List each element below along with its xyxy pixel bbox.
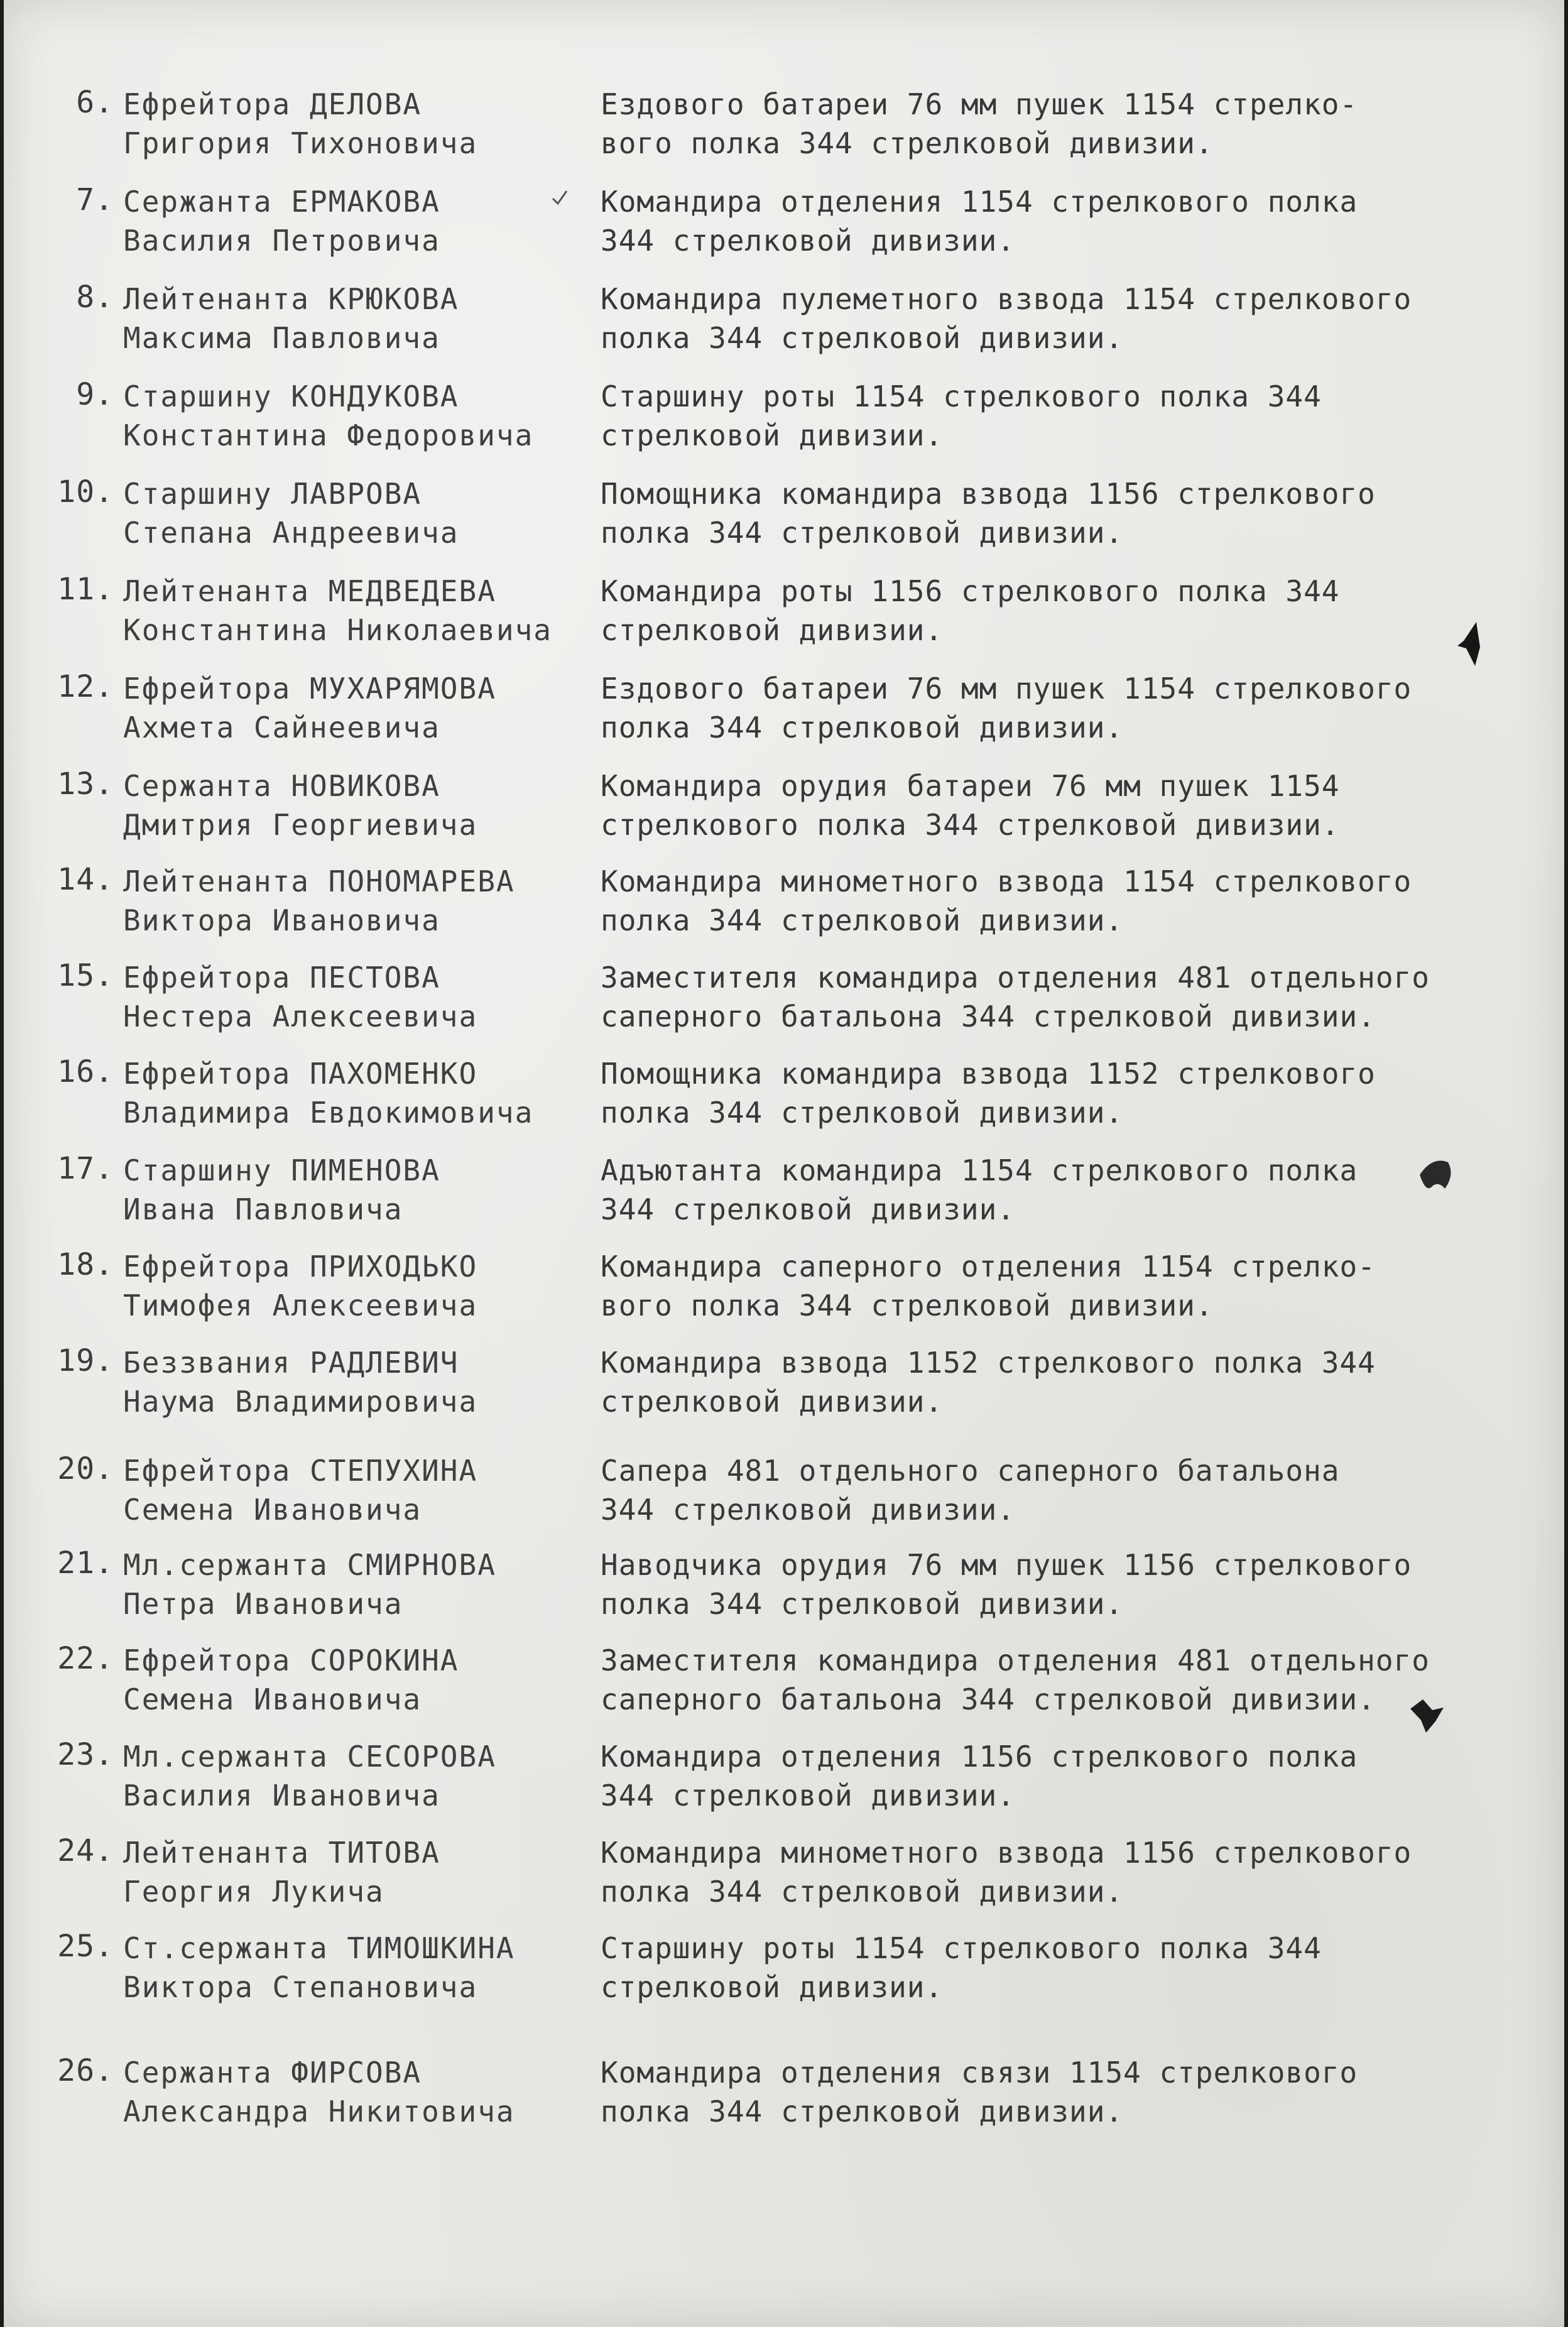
award-list	[4, 0, 1564, 2327]
person-name: Лейтенанта ТИТОВА Георгия Лукича	[123, 1836, 440, 1909]
entry-number: 22.	[57, 1641, 114, 1676]
person-position: Командира отделения 1154 стрелкового полка 344 стрелковой дивизии.	[601, 185, 1358, 258]
entry-number: 23.	[57, 1737, 114, 1772]
person-position: Командира роты 1156 стрелкового полка 344 стрелковой дивизии.	[601, 574, 1340, 647]
entry-number: 7.	[76, 182, 114, 217]
person-name: Старшину ЛАВРОВА Степана Андреевича	[123, 477, 459, 550]
paper-tear-mark	[1413, 1150, 1457, 1200]
entry-number: 24.	[57, 1833, 114, 1868]
person-position: Командира минометного взвода 1156 стрелкового полка 344 стрелковой дивизии.	[601, 1836, 1412, 1909]
entry-number: 25.	[57, 1929, 114, 1964]
entry-number: 9.	[76, 377, 114, 412]
entry-number: 16.	[57, 1054, 114, 1089]
person-position: Командира отделения 1156 стрелкового полка 344 стрелковой дивизии.	[601, 1740, 1358, 1812]
person-name: Ефрейтора ПЕСТОВА Нестера Алексеевича	[123, 961, 478, 1033]
person-position: Ездового батареи 76 мм пушек 1154 стрелкового полка 344 стрелковой дивизии.	[601, 672, 1412, 744]
person-position: Адъютанта командира 1154 стрелкового полка 344 стрелковой дивизии.	[601, 1153, 1358, 1226]
person-position: Командира пулеметного взвода 1154 стрелкового полка 344 стрелковой дивизии.	[601, 282, 1412, 355]
person-name: Ефрейтора ПРИХОДЬКО Тимофея Алексеевича	[123, 1250, 478, 1322]
check-mark	[550, 188, 569, 207]
entry-number: 6.	[76, 85, 114, 120]
person-position: Наводчика орудия 76 мм пушек 1156 стрелкового полка 344 стрелковой дивизии.	[601, 1548, 1412, 1621]
entry-number: 10.	[57, 474, 114, 510]
person-name: Старшину КОНДУКОВА Константина Федоровича	[123, 379, 534, 452]
entry-number: 14.	[57, 862, 114, 897]
paper-tear-mark	[1407, 1696, 1445, 1734]
person-position: Ездового батареи 76 мм пушек 1154 стрелко- вого полка 344 стрелковой дивизии.	[601, 87, 1358, 160]
person-position: Помощника командира взвода 1156 стрелкового полка 344 стрелковой дивизии.	[601, 477, 1376, 550]
person-name: Лейтенанта МЕДВЕДЕВА Константина Николаевича	[123, 574, 552, 647]
person-name: Лейтенанта КРЮКОВА Максима Павловича	[123, 282, 459, 355]
person-position: Командира отделения связи 1154 стрелкового полка 344 стрелковой дивизии.	[601, 2056, 1358, 2128]
entry-number: 8.	[76, 280, 114, 315]
entry-number: 12.	[57, 669, 114, 704]
entry-number: 20.	[57, 1451, 114, 1486]
person-position: Помощника командира взвода 1152 стрелкового полка 344 стрелковой дивизии.	[601, 1057, 1376, 1130]
entry-number: 17.	[57, 1151, 114, 1186]
person-name: Ефрейтора МУХАРЯМОВА Ахмета Сайнеевича	[123, 672, 496, 744]
person-position: Старшину роты 1154 стрелкового полка 344 стрелковой дивизии.	[601, 379, 1322, 452]
person-position: Командира саперного отделения 1154 стрелко- вого полка 344 стрелковой дивизии.	[601, 1250, 1376, 1322]
person-position: Заместителя командира отделения 481 отдельного саперного батальона 344 стрелковой дивизии.	[601, 961, 1430, 1033]
person-name: Старшину ПИМЕНОВА Ивана Павловича	[123, 1153, 440, 1226]
person-position: Сапера 481 отдельного саперного батальона 344 стрелковой дивизии.	[601, 1454, 1340, 1527]
entry-number: 11.	[57, 572, 114, 607]
person-name: Ефрейтора ДЕЛОВА Григория Тихоновича	[123, 87, 478, 160]
entry-number: 19.	[57, 1343, 114, 1378]
person-name: Ефрейтора ПАХОМЕНКО Владимира Евдокимовича	[123, 1057, 534, 1130]
person-name: Ст.сержанта ТИМОШКИНА Виктора Степановича	[123, 1931, 515, 2004]
entry-number: 18.	[57, 1247, 114, 1282]
person-position: Старшину роты 1154 стрелкового полка 344 стрелковой дивизии.	[601, 1931, 1322, 2004]
person-name: Ефрейтора СОРОКИНА Семена Ивановича	[123, 1643, 459, 1716]
person-name: Мл.сержанта СМИРНОВА Петра Ивановича	[123, 1548, 496, 1621]
entry-number: 26.	[57, 2053, 114, 2088]
document-sheet	[4, 0, 1564, 2327]
person-name: Сержанта НОВИКОВА Дмитрия Георгиевича	[123, 769, 478, 842]
entry-number: 15.	[57, 958, 114, 993]
person-name: Мл.сержанта СЕСОРОВА Василия Ивановича	[123, 1740, 496, 1812]
person-name: Сержанта ЕРМАКОВА Василия Петровича	[123, 185, 440, 258]
person-position: Командира взвода 1152 стрелкового полка 344 стрелковой дивизии.	[601, 1346, 1376, 1419]
person-position: Заместителя командира отделения 481 отдельного саперного батальона 344 стрелковой дивизии.	[601, 1643, 1430, 1716]
person-name: Лейтенанта ПОНОМАРЕВА Виктора Ивановича	[123, 864, 515, 937]
paper-tear-mark	[1457, 622, 1483, 666]
person-name: Беззвания РАДЛЕВИЧ Наума Владимировича	[123, 1346, 478, 1419]
person-position: Командира минометного взвода 1154 стрелкового полка 344 стрелковой дивизии.	[601, 864, 1412, 937]
person-position: Командира орудия батареи 76 мм пушек 1154 стрелкового полка 344 стрелковой дивизии.	[601, 769, 1340, 842]
person-name: Ефрейтора СТЕПУХИНА Семена Ивановича	[123, 1454, 478, 1527]
entry-number: 13.	[57, 766, 114, 802]
person-name: Сержанта ФИРСОВА Александра Никитовича	[123, 2056, 515, 2128]
entry-number: 21.	[57, 1545, 114, 1581]
